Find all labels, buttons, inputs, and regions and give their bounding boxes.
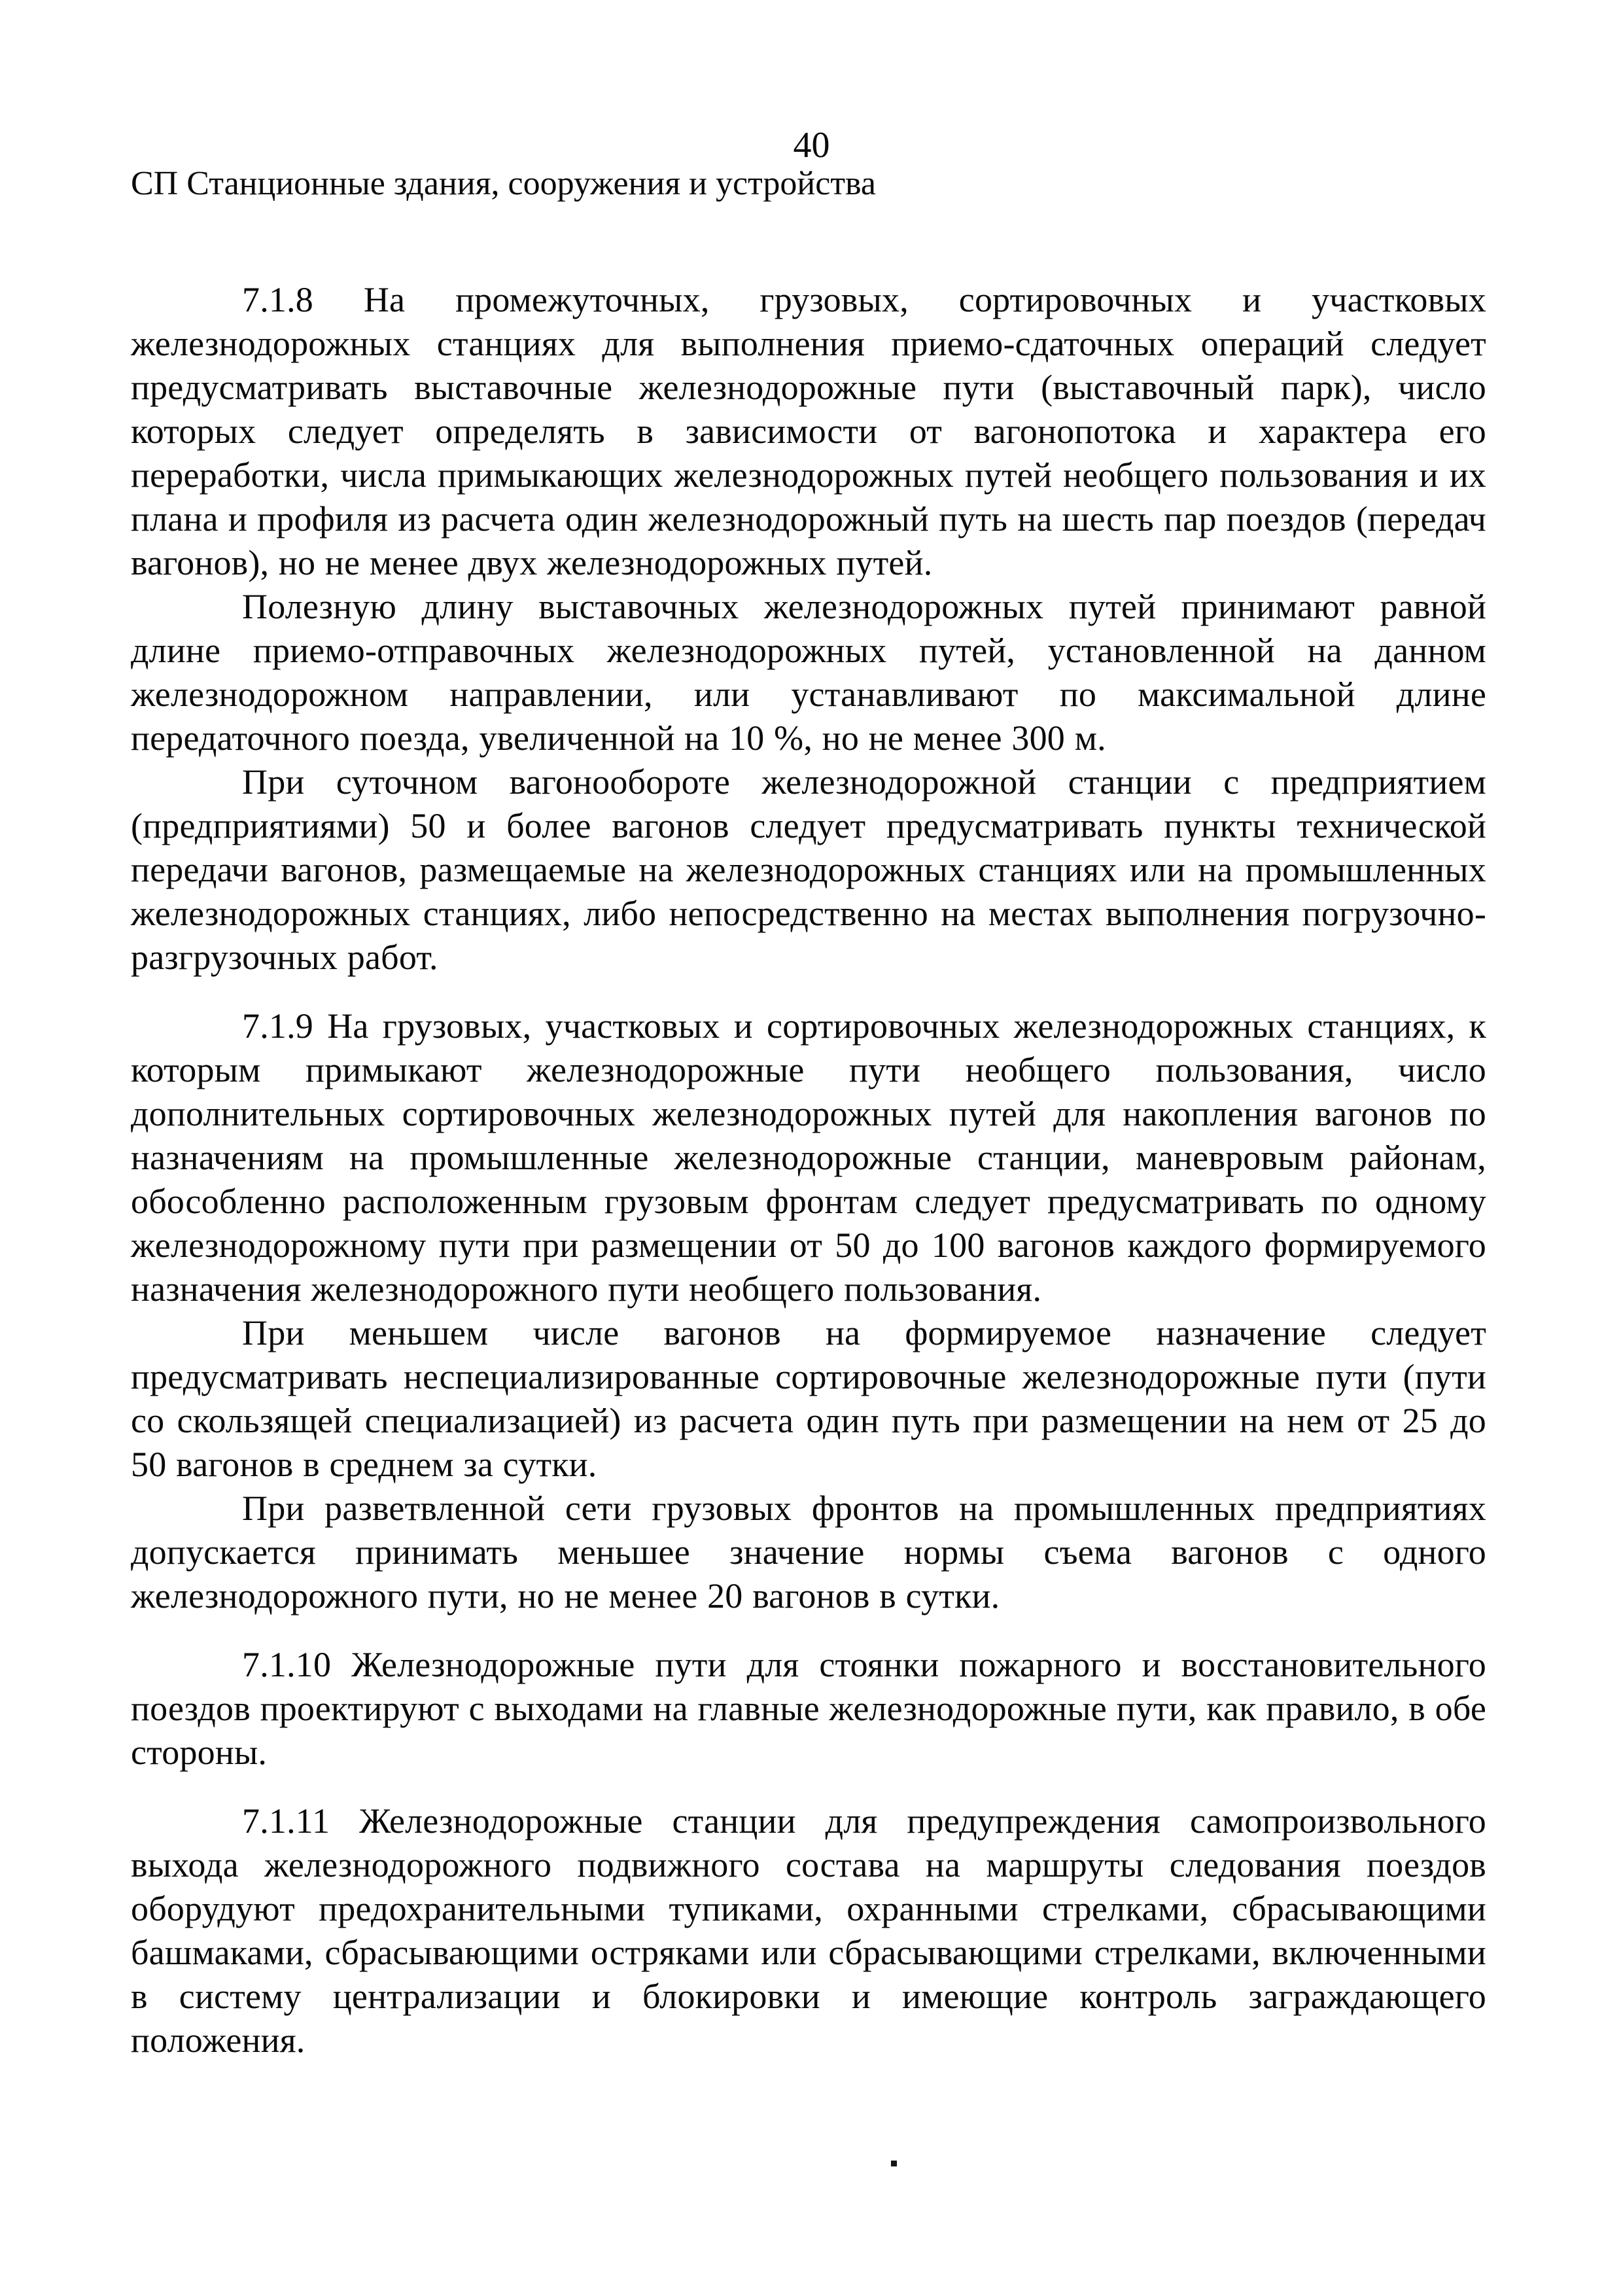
- clause-7-1-8-para-daily-turnover: При суточном вагонообороте железнодорожной станции с предприятием (предприятиями) 50 и более вагонов следует предусматривать пункты технической передачи вагонов, размещаемые на железнодорожных станциях или на промышленных железнодорожных станциях, либо непосредственно на местах выполнения погрузочно-разгрузочных работ.: [131, 762, 1486, 977]
- clause-7-1-8-para-useful-length: Полезную длину выставочных железнодорожных путей принимают равной длине приемо-отправочных железнодорожных путей, установленной на данном железнодорожном направлении, или устанавливают по максимальной длине передаточного поезда, увеличенной на 10 %, но не менее 300 м.: [131, 587, 1486, 758]
- clause-7-1-9-para-branched-network: При разветвленной сети грузовых фронтов на промышленных предприятиях допускается принимать меньшее значение нормы съема вагонов с одного железнодорожного пути, но не менее 20 вагонов в сутки.: [131, 1489, 1486, 1616]
- clause-7-1-8: 7.1.8 На промежуточных, грузовых, сортировочных и участковых железнодорожных станциях для выполнения приемо-сдаточных операций следует предусматривать выставочные железнодорожные пути (выставочный парк), число которых следует определять в зависимости от вагонопотока и характера его переработки, числа примыкающих железнодорожных путей необщего пользования и их плана и профиля из расчета один железнодорожный путь на шесть пар поездов (передач вагонов), но не менее двух железнодорожных путей.: [131, 280, 1486, 582]
- running-header: СП Станционные здания, сооружения и устройства: [131, 165, 876, 202]
- document-body: [131, 278, 1486, 2062]
- clause-7-1-9-para-fewer-wagons: При меньшем числе вагонов на формируемое назначение следует предусматривать неспециализированные сортировочные железнодорожные пути (пути со скользящей специализацией) из расчета один путь при размещении на нем от 25 до 50 вагонов в среднем за сутки.: [131, 1313, 1486, 1484]
- clause-7-1-10: 7.1.10 Железнодорожные пути для стоянки пожарного и восстановительного поездов проектируют с выходами на главные железнодорожные пути, как правило, в обе стороны.: [131, 1645, 1486, 1772]
- scan-artifact-dot: [891, 2161, 897, 2166]
- page-number: 40: [793, 125, 830, 166]
- clause-7-1-9: 7.1.9 На грузовых, участковых и сортировочных железнодорожных станциях, к которым примыкают железнодорожные пути необщего пользования, число дополнительных сортировочных железнодорожных путей для накопления вагонов по назначениям на промышленные железнодорожные станции, маневровым районам, обособленно расположенным грузовым фронтам следует предусматривать по одному железнодорожному пути при размещении от 50 до 100 вагонов каждого формируемого назначения железнодорожного пути необщего пользования.: [131, 1006, 1486, 1309]
- clause-7-1-11: 7.1.11 Железнодорожные станции для предупреждения самопроизвольного выхода железнодорожного подвижного состава на маршруты следования поездов оборудуют предохранительными тупиками, охранными стрелками, сбрасывающими башмаками, сбрасывающими остряками или сбрасывающими стрелками, включенными в систему централизации и блокировки и имеющие контроль заграждающего положения.: [131, 1801, 1486, 2060]
